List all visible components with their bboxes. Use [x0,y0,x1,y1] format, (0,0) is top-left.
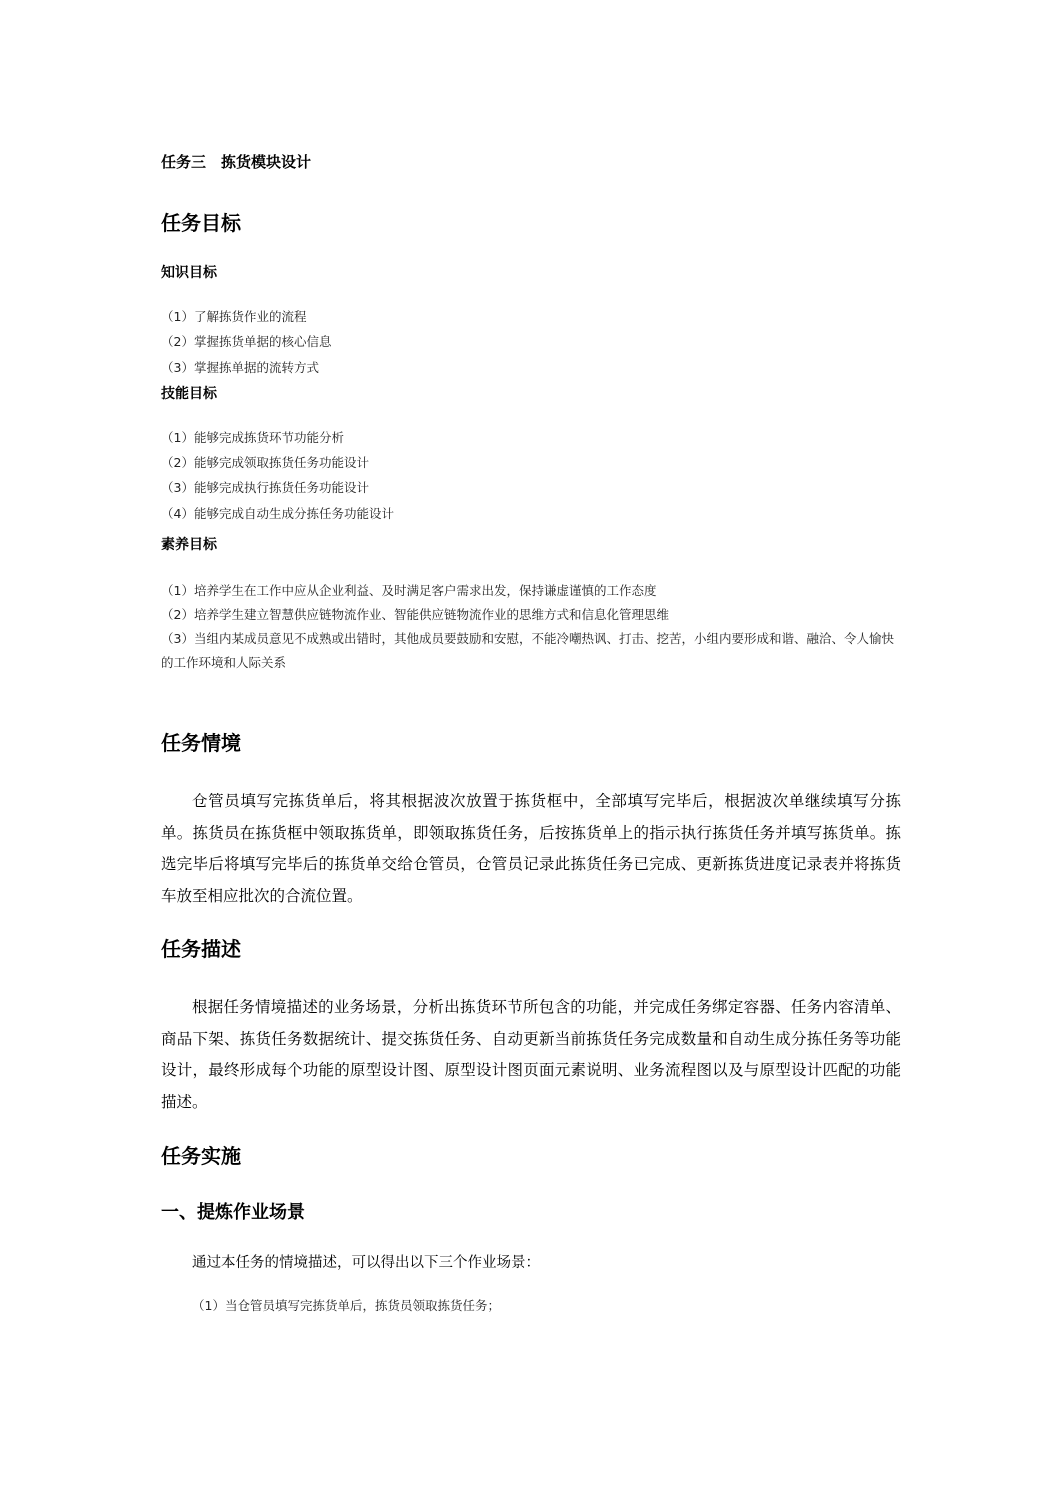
description-paragraph: 根据任务情境描述的业务场景，分析出拣货环节所包含的功能，并完成任务绑定容器、任务内容清单、 商品下架、拣货任务数据统计、提交拣货任务、自动更新当前拣货任务完成数量和自动生成分拣任务等功能设计，最终形成每个功能的原型设计图、原型设计图页面元素说明、业务流程图以及与原型设计匹配的功能描述。 [161,998,901,1111]
skill-objectives-list [161,425,901,526]
list-item: （4）能够完成自动生成分拣任务功能设计 [161,505,394,521]
list-item: （2）掌握拣货单据的核心信息 [161,334,332,350]
list-item: （1）培养学生在工作中应从企业利益、及时满足客户需求出发，保持谦虚谨慎的工作态度 [161,583,657,599]
implementation-heading: 任务实施 [161,1144,241,1169]
list-item: （1）当仓管员填写完拣货单后，拣货员领取拣货任务； [192,1298,500,1314]
literacy-objectives-heading: 素养目标 [161,537,217,554]
scene-intro-paragraph: 通过本任务的情境描述，可以得出以下三个作业场景： [192,1255,540,1272]
list-item: （2）培养学生建立智慧供应链物流作业、智能供应链物流作业的思维方式和信息化管理思维 [161,607,669,623]
task-title: 任务三 拣货模块设计 [161,153,312,171]
knowledge-objectives-list [161,304,901,380]
list-item: （1）能够完成拣货环节功能分析 [161,429,344,445]
situation-paragraph: 仓管员填写完拣货单后，将其根据波次放置于拣货框中，全部填写完毕后，根据波次单继续填写分拣单。拣货员在拣货框中领取拣货单，即领取拣货任务，后按拣货单上的指示执行拣货任务并填写拣货单。拣选完毕后将填写完毕后的拣货单交给仓管员，仓管员记录此拣货任务已完成、更新拣货进度记录表并将拣货车放至相应批次的合流位置。 [161,792,901,905]
situation-heading: 任务情境 [161,731,241,756]
list-item: （3）当组内某成员意见不成熟或出错时，其他成员要鼓励和安慰，不能冷嘲热讽、打击、挖苦，小组内要形成和谐、融洽、令人愉快的工作环境和人际关系 [161,631,894,671]
skill-objectives-heading: 技能目标 [161,385,217,402]
knowledge-objectives-heading: 知识目标 [161,265,217,281]
list-item: （2）能够完成领取拣货任务功能设计 [161,455,369,471]
objectives-heading: 任务目标 [161,211,241,235]
document-content [161,150,901,1317]
description-heading: 任务描述 [161,937,241,962]
list-item: （3）掌握拣单据的流转方式 [161,359,319,375]
scene-extraction-heading: 一、提炼作业场景 [161,1202,305,1224]
literacy-objectives-list [161,579,901,675]
list-item: （3）能够完成执行拣货任务功能设计 [161,480,369,496]
list-item: （1）了解拣货作业的流程 [161,309,307,324]
